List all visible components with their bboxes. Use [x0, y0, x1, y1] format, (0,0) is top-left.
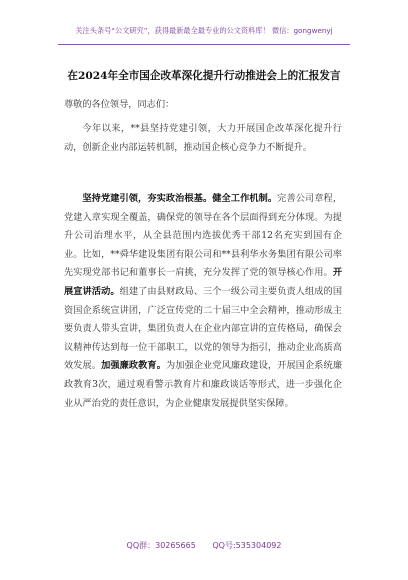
salutation: 尊敬的各位领导，同志们：	[64, 99, 175, 110]
section1-text: 完善公司章程，党建入章实现全覆盖，确保党的领导在各个层面得到充分体现。为提升公司治理水平，从全县范围内选拔优秀干部12名充实到国有企业。比如，**舜华建设集团有限公司和**县利华水务集团有限公司率先实现党部书记和董事长一肩挑，充分发挥了党的领导核心作用。	[64, 193, 343, 279]
section3-heading: 加强廉政教育。	[101, 360, 166, 372]
header-divider	[58, 44, 350, 45]
intro-paragraph: 今年以来，**县坚持党建引领，大力开展国企改革深化提升行动，创新企业内部运转机制，推动国企核心竞争力不断提升。	[64, 123, 342, 153]
footer-qq-group: QQ群：30265665	[126, 541, 196, 550]
document-title: 在2024年全市国企改革深化提升行动推进会上的汇报发言	[67, 70, 341, 82]
section2-heading: 开展宣讲活动。	[64, 267, 342, 297]
section3-text: 为加强企业党风廉政建设，开展国企系统廉政教育3次，通过观看警示教育片和廉政谈话等形式，进一步强化企业从严治党的责任意识，为企业健康发展提供坚实保障。	[64, 360, 343, 409]
footer-qq-number: QQ号:535304092	[212, 541, 282, 550]
section2-text: 组建了由县财政局、三个一级公司主要负责人组成的国资国企系统宣讲团，广泛宣传党的二十届三中全会精神，推动形成主要负责人带头宣讲，集团负责人在企业内部宣讲的宣传格局，确保会议精神传达到每一位干部职工，以党的领导为指引，推动企业高质高效发展。	[64, 285, 343, 372]
footer-contact	[0, 540, 408, 551]
section1-heading: 坚持党建引领，夯实政治根基。健全工作机制。	[82, 193, 278, 204]
header-promo-note: 关注头条号“公文研究”，获得最新最全最专业的公文资料库！ 微信：gongwenyj	[75, 26, 333, 35]
main-paragraph	[64, 190, 342, 413]
